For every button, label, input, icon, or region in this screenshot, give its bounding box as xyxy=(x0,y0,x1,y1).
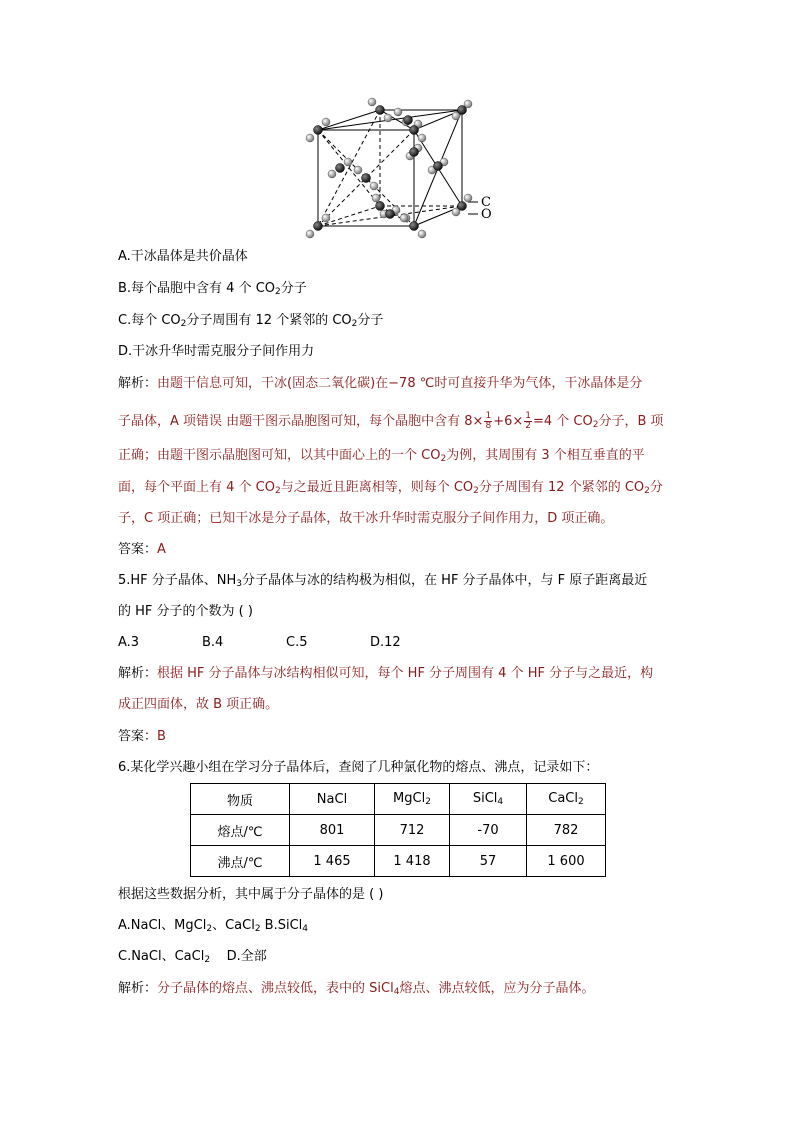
q4-option-c: C.每个 $CO_2$分子周围有 12 个紧邻的 $CO_2$分子 xyxy=(118,313,384,329)
q5-explanation-line-1: 解析：根据 HF 分子晶体与冰结构相似可知，每个 HF 分子周围有 4 个 HF 分子与之最近，构 xyxy=(118,666,654,681)
q5-stem-line-2: 的 HF 分子的个数为 ( ) xyxy=(118,604,253,619)
q4-explanation-line-3: 正确；由题干图示晶胞图可知，以其中面心上的一个 $CO_2$为例，其周围有 3 个相互垂直的平 xyxy=(118,448,645,464)
chloride-properties-table xyxy=(190,783,606,877)
unit-cell-diagram xyxy=(300,90,500,240)
q5-explanation-line-2: 成正四面体，故 B 项正确。 xyxy=(118,697,279,712)
table-cell: 57 xyxy=(450,846,527,877)
q5-option-a: A.3 xyxy=(118,635,140,650)
q4-explanation-line-1: 解析：由题干信息可知，干冰(固态二氧化碳)在−78 ℃时可直接升华为气体，干冰晶体是分 xyxy=(118,376,643,391)
table-row xyxy=(191,815,606,846)
q5-options xyxy=(118,633,401,653)
table-header-cell: NaCl xyxy=(290,784,375,815)
q5-option-d: D.12 xyxy=(370,635,401,650)
q6-options-cd: C.NaCl、CaCl$_2$ D.全部 xyxy=(118,949,267,965)
table-cell: 1 418 xyxy=(375,846,450,877)
q4-explanation-line-4: 面，每个平面上有 4 个 $CO_2$与之最近且距离相等，则每个 $CO_2$分子周围有 12 个紧邻的 $CO_2$分 xyxy=(118,480,663,496)
q6-explanation: 解析：分子晶体的熔点、沸点较低，表中的 SiCl$_4$熔点、沸点较低，应为分子晶体。 xyxy=(118,981,595,997)
label-c: C xyxy=(481,195,491,210)
q5-stem-line-1: 5.HF 分子晶体、$NH_3$分子晶体与冰的结构极为相似，在 HF 分子晶体中，与 F 原子距离最近 xyxy=(118,573,648,589)
table-cell: 1 465 xyxy=(290,846,375,877)
table-header-cell: MgCl$_2$ xyxy=(375,784,450,815)
table-header-cell: SiCl$_4$ xyxy=(450,784,527,815)
q4-explanation-line-2: 子晶体，A 项错误 由题干图示晶胞图可知，每个晶胞中含有 8× $\frac{1}{8}$ +6× $\frac{1}{2}$ =4 个 $CO_2$分子，B 项 xyxy=(118,411,664,431)
table-row xyxy=(191,846,606,877)
table-header-cell: 物质 xyxy=(191,784,290,815)
table-header-cell: CaCl$_2$ xyxy=(527,784,606,815)
table-cell: 熔点/℃ xyxy=(191,815,290,846)
q4-option-b: B.每个晶胞中含有 4 个 $CO_2$分子 xyxy=(118,281,307,297)
label-o: O xyxy=(481,207,492,222)
co2-unit-cell-figure xyxy=(300,90,500,240)
q4-option-d: D.干冰升华时需克服分子间作用力 xyxy=(118,344,315,359)
table-cell: 1 600 xyxy=(527,846,606,877)
q6-question: 根据这些数据分析，其中属于分子晶体的是 ( ) xyxy=(118,887,384,902)
table-header-row xyxy=(191,784,606,815)
q5-option-b: B.4 xyxy=(202,635,224,650)
q6-stem: 6.某化学兴趣小组在学习分子晶体后，查阅了几种氯化物的熔点、沸点，记录如下： xyxy=(118,760,599,775)
table-cell: -70 xyxy=(450,815,527,846)
q6-options-ab: A.NaCl、MgCl$_2$、CaCl$_2$ B.SiCl$_4$ xyxy=(118,918,309,934)
q4-option-a: A.干冰晶体是共价晶体 xyxy=(118,249,248,264)
q5-option-c: C.5 xyxy=(286,635,308,650)
table-cell: 782 xyxy=(527,815,606,846)
table-cell: 712 xyxy=(375,815,450,846)
table-cell: 801 xyxy=(290,815,375,846)
q5-answer: 答案：B xyxy=(118,729,166,744)
q4-answer: 答案：A xyxy=(118,542,166,557)
table-cell: 沸点/℃ xyxy=(191,846,290,877)
q4-explanation-line-5: 子，C 项正确；已知干冰是分子晶体，故干冰升华时需克服分子间作用力，D 项正确。 xyxy=(118,511,614,526)
